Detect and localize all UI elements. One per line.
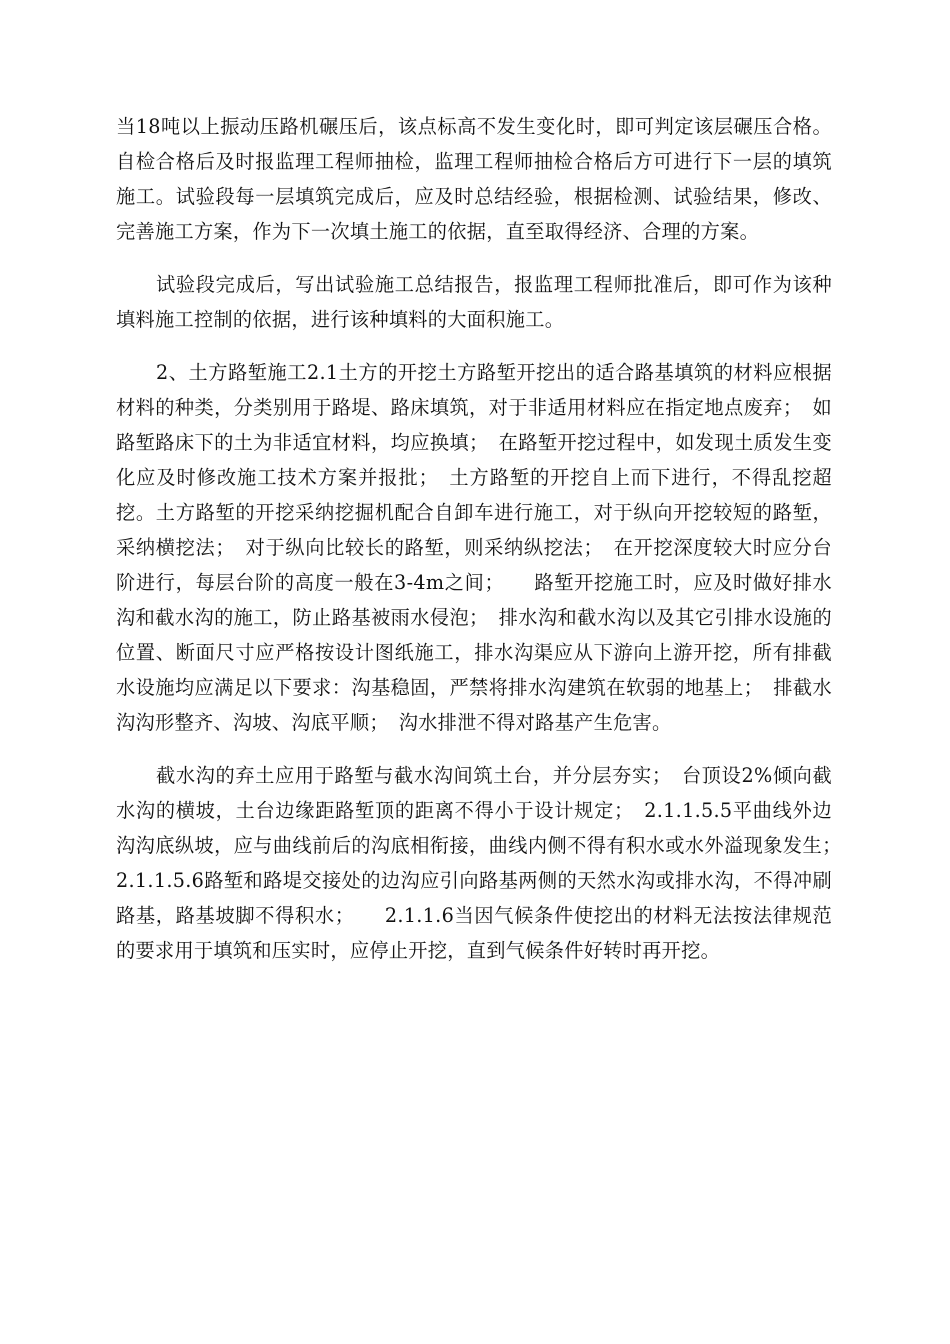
document-page [116, 109, 871, 968]
paragraph-2: 试验段完成后，写出试验施工总结报告，报监理工程师批准后，即可作为该种填料施工控制的依据，进行该种填料的大面积施工。 [116, 273, 832, 331]
paragraph-3: 2、土方路堑施工2.1土方的开挖土方路堑开挖出的适合路基填筑的材料应根据材料的种类，分类别用于路堤、路床填筑，对于非适用材料应在指定地点废弃； 如路堑路床下的土为非适宜材料，均应换填； 在路堑开挖过程中，如发现土质发生变化应及时修改施工技术方案并报批； 土方路堑的开挖自上而下进行，不得乱挖超挖。土方路堑的开挖采纳挖掘机配合自卸车进行施工，对于纵向开挖较短的路堑，采纳横挖法； 对于纵向比较长的路堑，则采纳纵挖法； 在开挖深度较大时应分台阶进行，每层台阶的高度一般在3-4m之间； 路堑开挖施工时，应及时做好排水沟和截水沟的施工，防止路基被雨水侵泡； 排水沟和截水沟以及其它引排水设施的位置、断面尺寸应严格按设计图纸施工，排水沟渠应从下游向上游开挖，所有排截水设施均应满足以下要求：沟基稳固，严禁将排水沟建筑在软弱的地基上； 排截水沟沟形整齐、沟坡、沟底平顺； 沟水排泄不得对路基产生危害。 [116, 361, 832, 734]
paragraph-1: 当18吨以上振动压路机碾压后，该点标高不发生变化时，即可判定该层碾压合格。自检合格后及时报监理工程师抽检，监理工程师抽检合格后方可进行下一层的填筑施工。试验段每一层填筑完成后，应及时总结经验，根据检测、试验结果，修改、完善施工方案，作为下一次填土施工的依据，直至取得经济、合理的方案。 [116, 115, 832, 243]
paragraph-4: 截水沟的弃土应用于路堑与截水沟间筑土台，并分层夯实； 台顶设2%倾向截水沟的横坡，土台边缘距路堑顶的距离不得小于设计规定； 2.1.1.5.5平曲线外边沟沟底纵坡，应与曲线前后的沟底相衔接，曲线内侧不得有积水或水外溢现象发生； 2.1.1.5.6路堑和路堤交接处的边沟应引向路基两侧的天然水沟或排水沟，不得冲刷路基，路基坡脚不得积水； 2.1.1.6当因气候条件使挖出的材料无法按法律规范的要求用于填筑和压实时，应停止开挖，直到气候条件好转时再开挖。 [116, 764, 871, 962]
